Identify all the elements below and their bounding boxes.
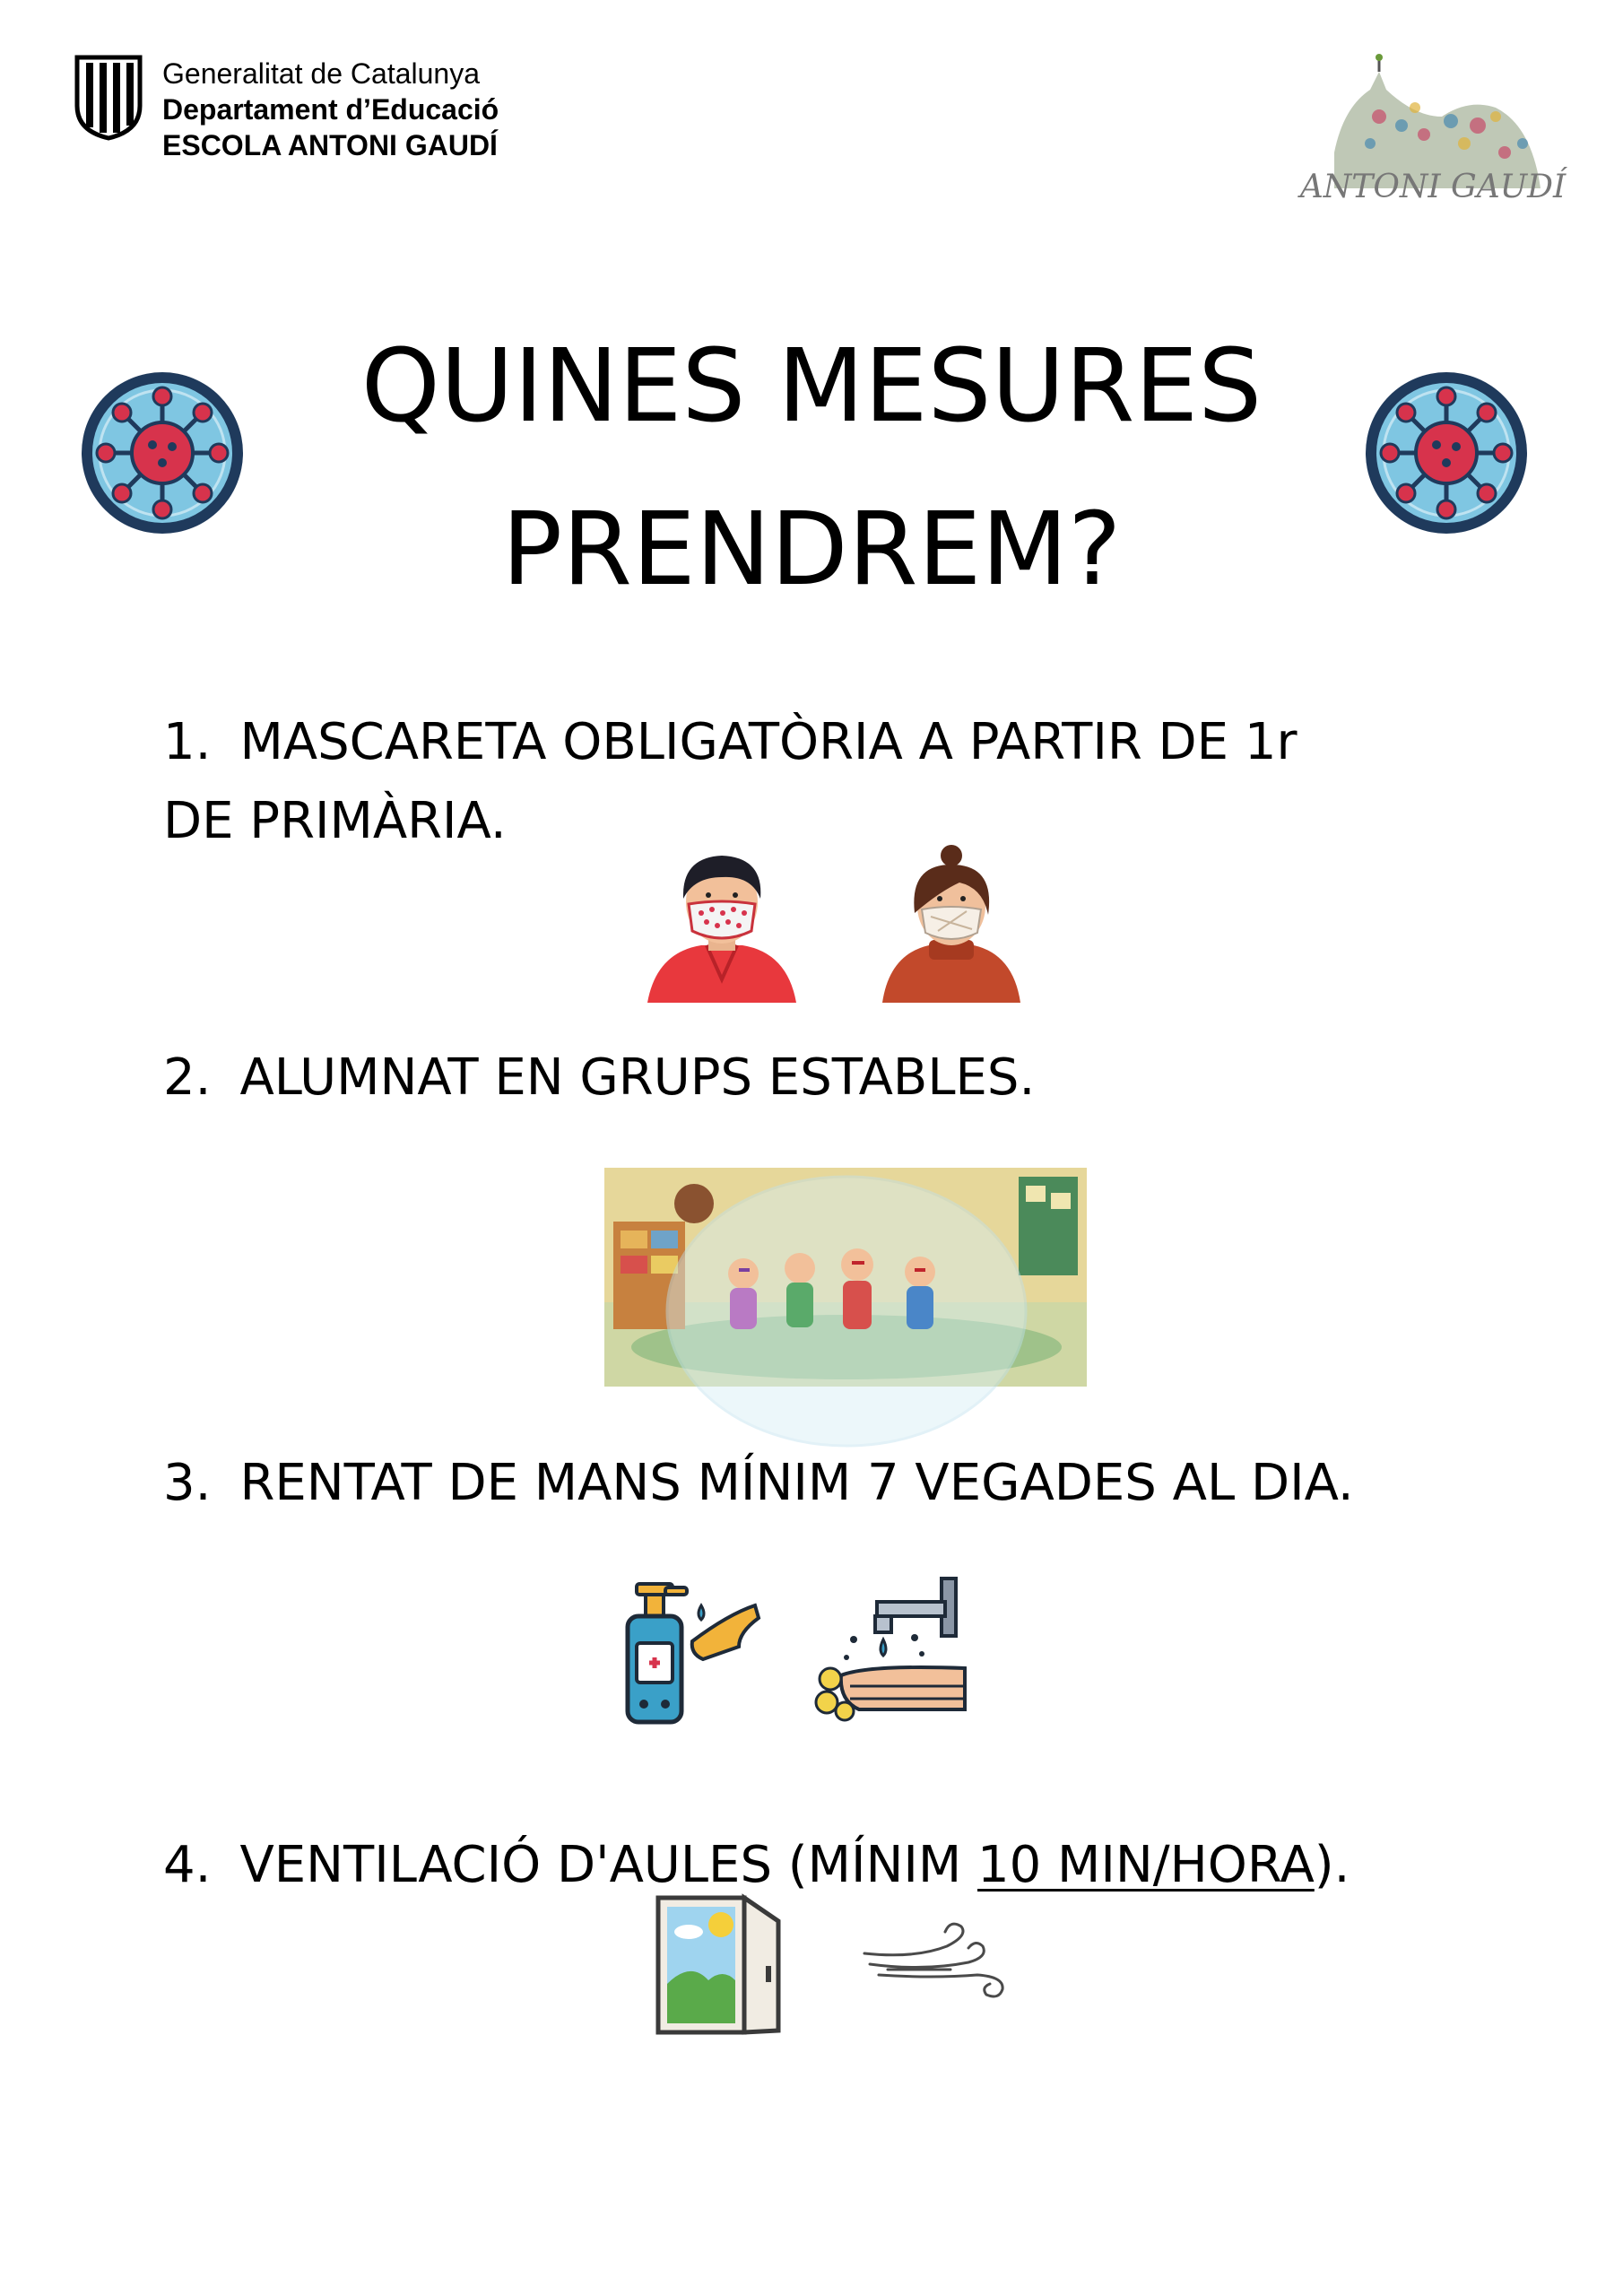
classroom-bubble-illustration xyxy=(604,1168,1087,1387)
measure-item-4 xyxy=(163,1826,1350,1905)
wind-icon xyxy=(861,1919,1011,2002)
hand-washing-icon xyxy=(814,1575,965,1724)
measure-number: 4. xyxy=(163,1836,212,1894)
generalitat-emblem-icon xyxy=(70,54,147,140)
header-government: Generalitat de Catalunya xyxy=(162,57,480,90)
measure-item-2 xyxy=(163,1039,1035,1118)
measure-number: 3. xyxy=(163,1454,212,1512)
header-school: ESCOLA ANTONI GAUDÍ xyxy=(162,129,498,161)
measure-number: 2. xyxy=(163,1048,212,1107)
title-line-2: PRENDREM? xyxy=(501,491,1122,608)
measure-text-continuation: DE PRIMÀRIA. xyxy=(163,792,507,850)
measure-text: MASCARETA OBLIGATÒRIA A PARTIR DE 1r xyxy=(239,713,1298,771)
page-title xyxy=(269,305,1354,631)
measure-text-underlined: 10 MIN/HORA xyxy=(977,1836,1315,1894)
measure-text: VENTILACIÓ D'AULES (MÍNIM xyxy=(239,1836,977,1894)
open-window-icon xyxy=(655,1894,787,2036)
school-logo-text: ANTONI GAUDÍ xyxy=(1299,169,1567,205)
generalitat-logo xyxy=(70,54,147,140)
header-department: Departament d’Educació xyxy=(162,93,499,126)
title-line-1: QUINES MESURES xyxy=(360,328,1263,445)
virus-icon xyxy=(1361,368,1532,538)
measure-item-1 xyxy=(163,703,1298,861)
hand-sanitizer-icon xyxy=(621,1578,764,1727)
virus-icon xyxy=(77,368,247,538)
measure-text: ALUMNAT EN GRUPS ESTABLES. xyxy=(239,1048,1036,1107)
measure-text-end: ). xyxy=(1314,1836,1350,1894)
measure-number: 1. xyxy=(163,713,212,771)
measure-item-3 xyxy=(163,1444,1354,1523)
measure-text: RENTAT DE MANS MÍNIM 7 VEGADES AL DIA. xyxy=(239,1454,1354,1512)
masked-girl-icon xyxy=(877,843,1026,1003)
institution-header xyxy=(162,56,499,163)
school-logo xyxy=(1299,54,1567,206)
masked-boy-icon xyxy=(638,845,805,1003)
